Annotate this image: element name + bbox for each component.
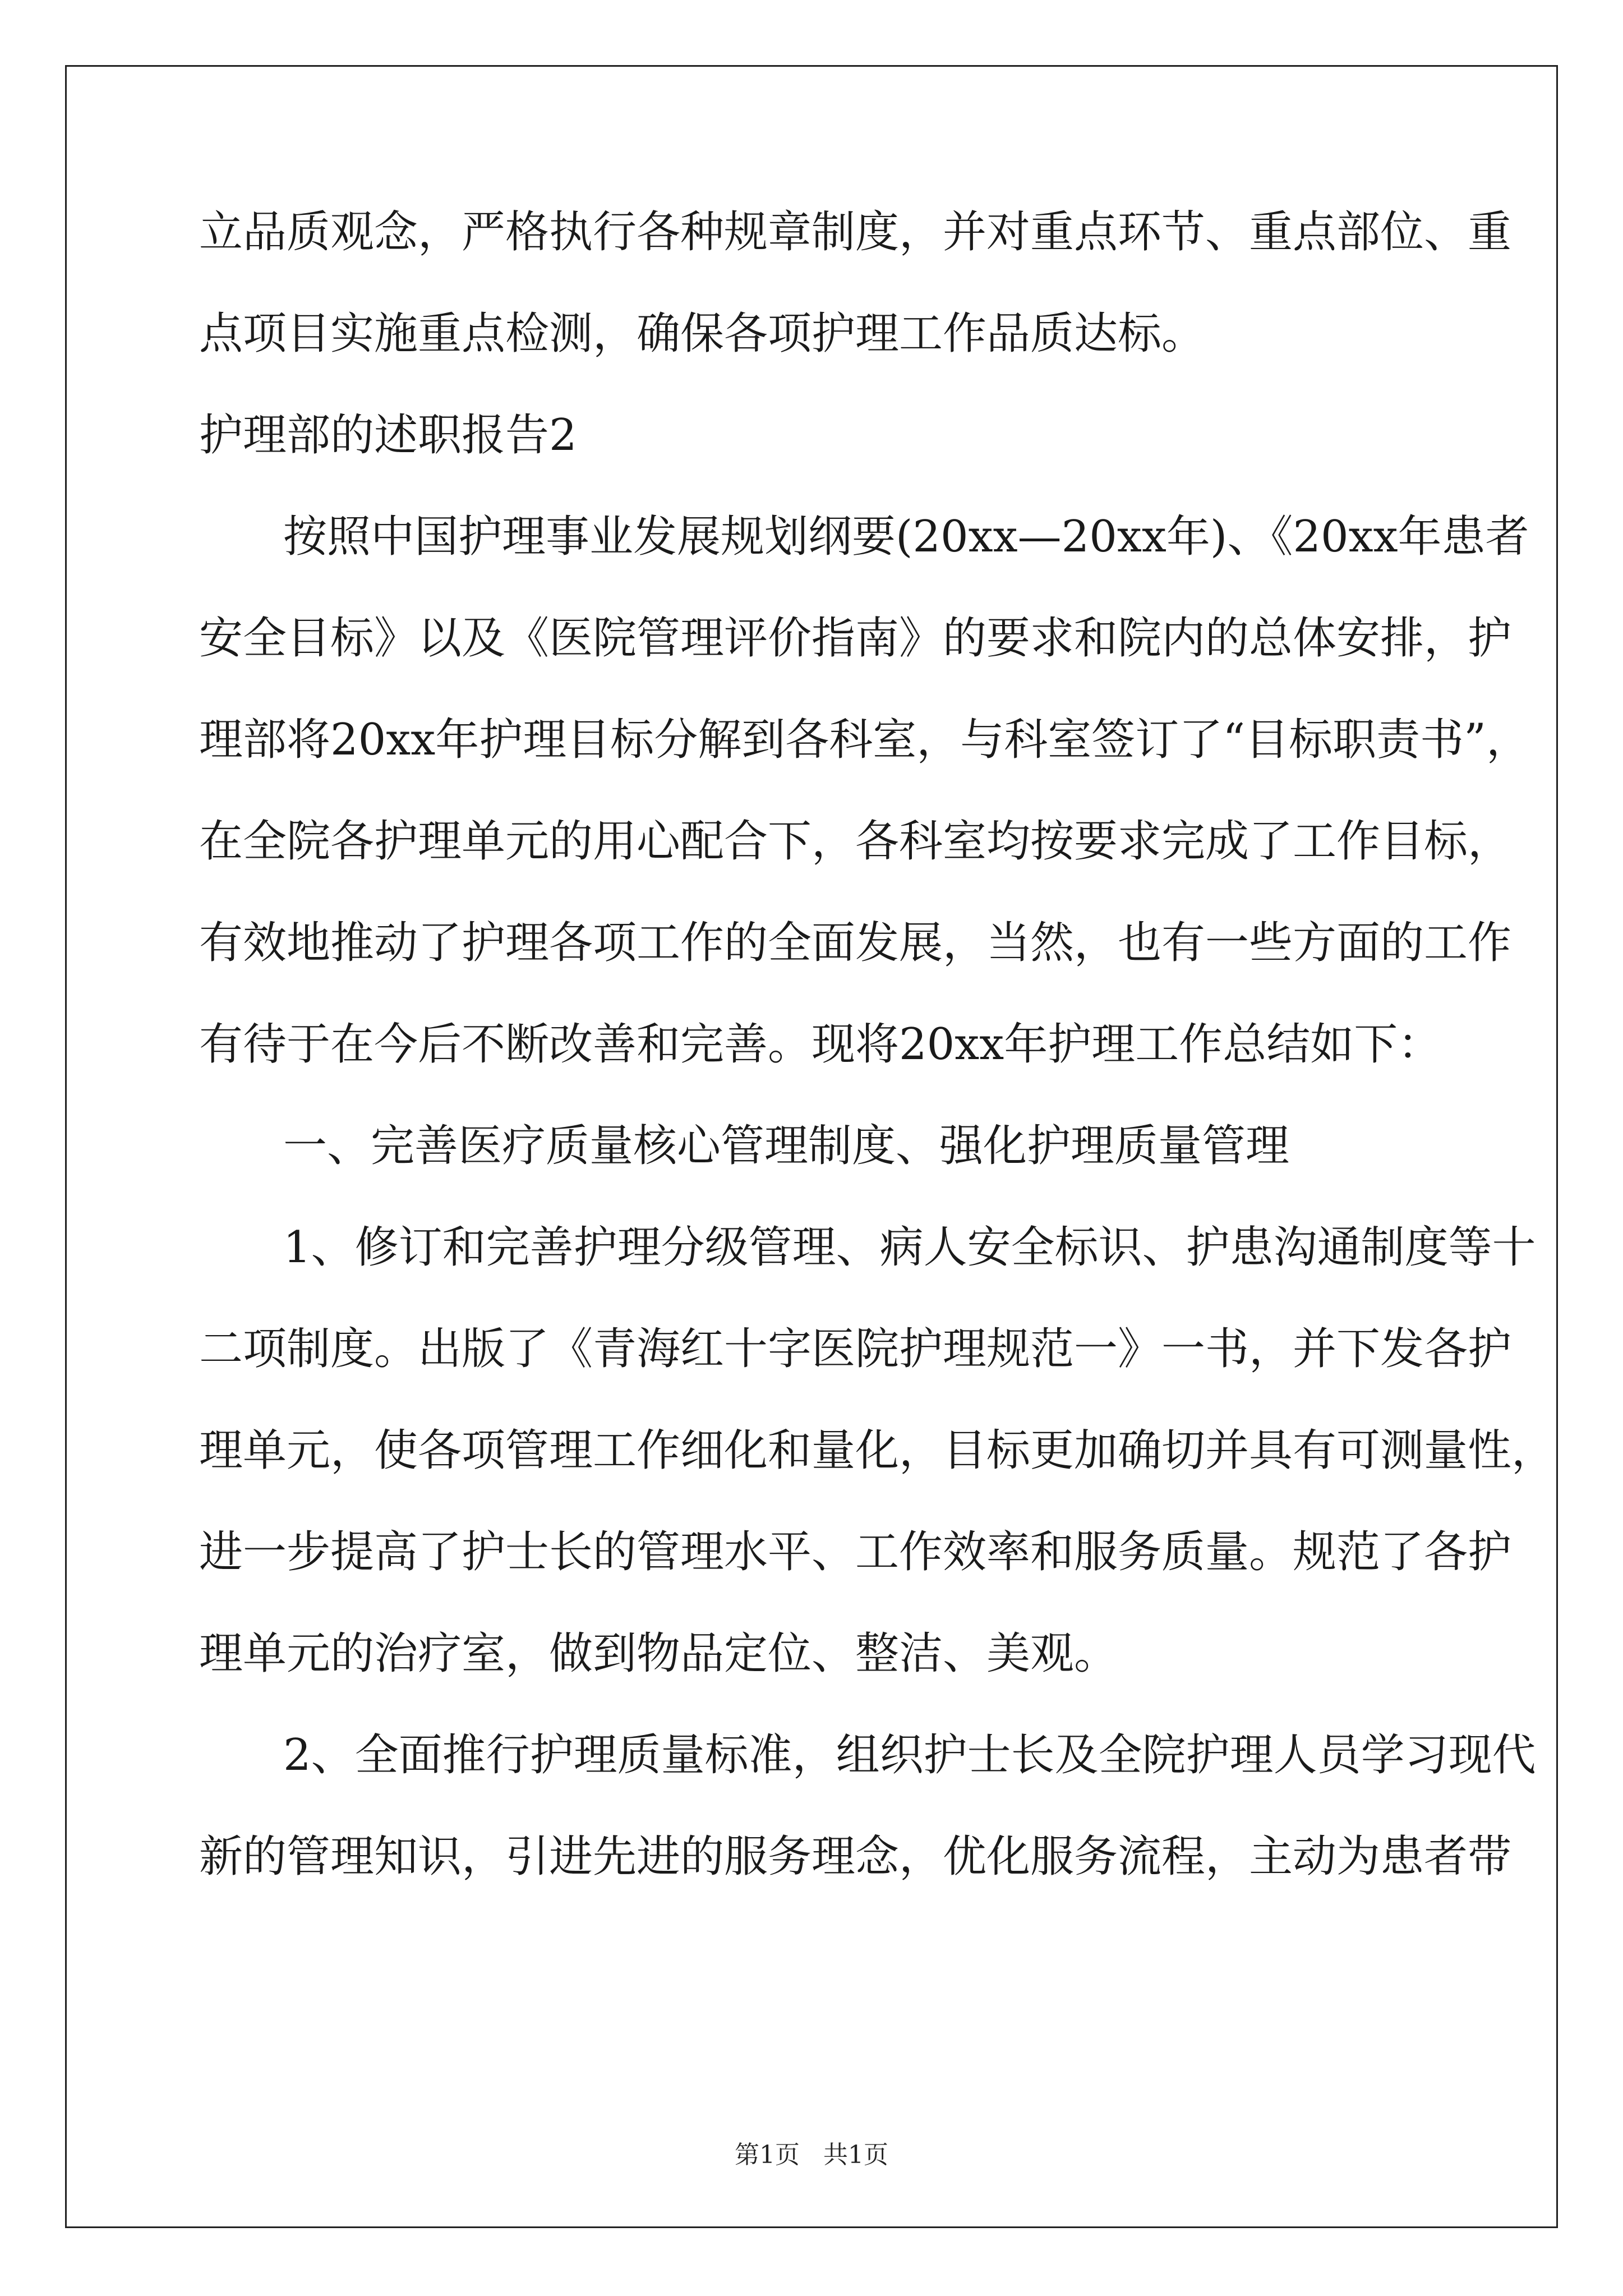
paragraph-line: 理单元，使各项管理工作细化和量化，目标更加确切并具有可测量性， — [199, 1425, 1556, 1476]
paragraph-line: 点项目实施重点检测，确保各项护理工作品质达标。 — [199, 309, 1206, 359]
paragraph-line: 在全院各护理单元的用心配合下，各科室均按要求完成了工作目标， — [199, 816, 1512, 867]
paragraph-line: 二项制度。出版了《青海红十字医院护理规范一》一书，并下发各护 — [199, 1324, 1512, 1374]
paragraph-line: 有待于在今后不断改善和完善。现将20xx年护理工作总结如下： — [199, 1019, 1442, 1070]
document-body — [199, 207, 1556, 1882]
paragraph-line: 理部将20xx年护理目标分解到各科室，与科室签订了“目标职责书”， — [199, 715, 1530, 765]
subsection-heading: 一、完善医疗质量核心管理制度、强化护理质量管理 — [283, 1121, 1290, 1171]
paragraph-line: 安全目标》以及《医院管理评价指南》的要求和院内的总体安排，护 — [199, 613, 1512, 664]
section-heading: 护理部的述职报告2 — [199, 410, 577, 461]
paragraph-line: 1、修订和完善护理分级管理、病人安全标识、护患沟通制度等十 — [283, 1222, 1536, 1273]
paragraph-line: 进一步提高了护士长的管理水平、工作效率和服务质量。规范了各护 — [199, 1527, 1512, 1577]
paragraph-line: 理单元的治疗室，做到物品定位、整洁、美观。 — [199, 1628, 1118, 1679]
paragraph-line: 有效地推动了护理各项工作的全面发展，当然，也有一些方面的工作 — [199, 918, 1512, 968]
paragraph-line: 按照中国护理事业发展规划纲要(20xx—20xx年)、《20xx年患者 — [283, 512, 1529, 562]
paragraph-line: 2、全面推行护理质量标准，组织护士长及全院护理人员学习现代 — [283, 1730, 1536, 1780]
paragraph-line: 立品质观念，严格执行各种规章制度，并对重点环节、重点部位、重 — [199, 207, 1512, 257]
page-number: 第1页 共1页 — [735, 2141, 888, 2169]
paragraph-line: 新的管理知识，引进先进的服务理念，优化服务流程，主动为患者带 — [199, 1832, 1512, 1882]
